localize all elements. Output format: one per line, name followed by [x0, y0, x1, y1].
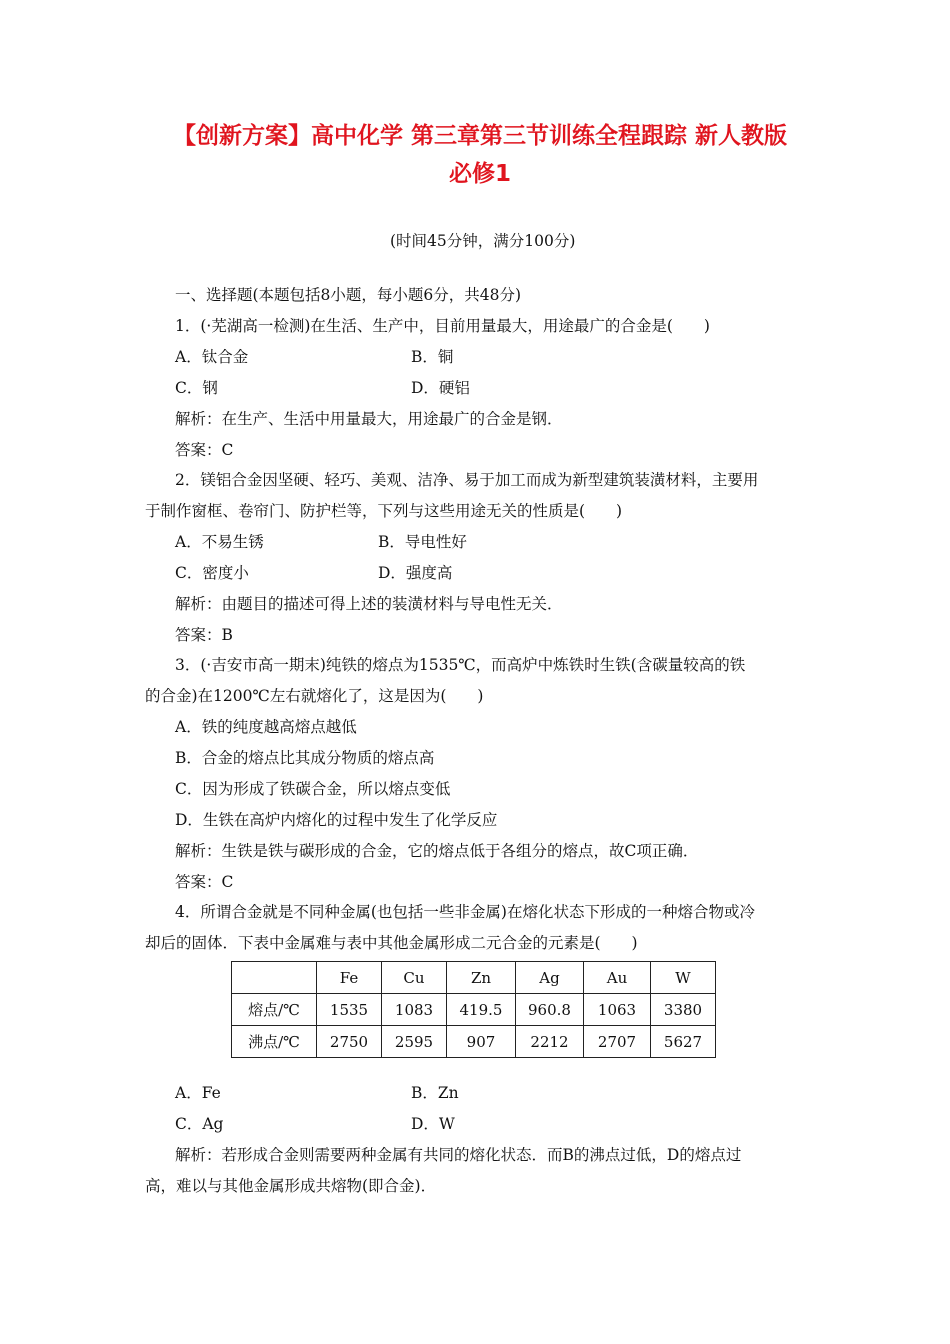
table-cell: 5627	[651, 1026, 716, 1058]
table-cell: 1063	[584, 994, 651, 1026]
q3-option-c: C．因为形成了铁碳合金，所以熔点变低	[175, 780, 451, 798]
q4-analysis-line1: 解析：若形成合金则需要两种金属有共同的熔化状态．而B的沸点过低，D的熔点过	[175, 1146, 742, 1164]
q3-analysis: 解析：生铁是铁与碳形成的合金，它的熔点低于各组分的熔点，故C项正确．	[175, 842, 699, 860]
table-cell: 2707	[584, 1026, 651, 1058]
q4-stem-line1: 4．所谓合金就是不同种金属(也包括一些非金属)在熔化状态下形成的一种熔合物或冷	[175, 903, 755, 921]
table-cell: 沸点/℃	[232, 1026, 317, 1058]
time-note: (时间45分钟，满分100分)	[390, 232, 576, 250]
q2-option-c: C．密度小	[175, 564, 249, 582]
table-cell: 907	[447, 1026, 516, 1058]
q1-option-d: D．硬铝	[411, 379, 470, 397]
table-cell: Cu	[382, 962, 447, 994]
q1-option-c: C．钢	[175, 379, 218, 397]
table-cell: 960.8	[516, 994, 584, 1026]
q1-option-a: A．钛合金	[175, 348, 249, 366]
q3-stem-line2: 的合金)在1200℃左右就熔化了，这是因为( )	[145, 687, 484, 705]
table-cell: Au	[584, 962, 651, 994]
q4-option-b: B．Zn	[411, 1084, 459, 1102]
q2-stem-line1: 2．镁铝合金因坚硬、轻巧、美观、洁净、易于加工而成为新型建筑装潢材料，主要用	[175, 471, 759, 489]
table-cell: 3380	[651, 994, 716, 1026]
table-cell: 1535	[317, 994, 382, 1026]
q2-stem-line2: 于制作窗框、卷帘门、防护栏等，下列与这些用途无关的性质是( )	[145, 502, 623, 520]
table-header-row	[232, 962, 716, 994]
q4-option-a: A．Fe	[175, 1084, 221, 1102]
q2-option-d: D．强度高	[378, 564, 453, 582]
table-cell: 熔点/℃	[232, 994, 317, 1026]
q4-analysis-line2: 高，难以与其他金属形成共熔物(即合金)．	[145, 1177, 437, 1195]
q1-analysis: 解析：在生产、生活中用量最大，用途最广的合金是钢．	[175, 410, 563, 428]
table-row	[232, 1026, 716, 1058]
table-cell: 2212	[516, 1026, 584, 1058]
section-heading: 一、选择题(本题包括8小题，每小题6分，共48分)	[175, 286, 522, 304]
table-cell: W	[651, 962, 716, 994]
table-cell: 2750	[317, 1026, 382, 1058]
doc-title-line1: 【创新方案】高中化学 第三章第三节训练全程跟踪 新人教版	[172, 123, 787, 149]
q2-option-a: A．不易生锈	[175, 533, 264, 551]
q1-option-b: B．铜	[411, 348, 454, 366]
q4-stem-line2: 却后的固体．下表中金属难与表中其他金属形成二元合金的元素是( )	[145, 934, 638, 952]
q3-option-d: D．生铁在高炉内熔化的过程中发生了化学反应	[175, 811, 498, 829]
q3-option-a: A．铁的纯度越高熔点越低	[175, 718, 357, 736]
table-cell: Fe	[317, 962, 382, 994]
table-cell: 419.5	[447, 994, 516, 1026]
doc-title-line2: 必修1	[448, 161, 511, 187]
q4-option-d: D．W	[411, 1115, 455, 1133]
q2-answer: 答案：B	[175, 626, 233, 644]
q1-stem: 1．(·芜湖高一检测)在生活、生产中，目前用量最大，用途最广的合金是( )	[175, 317, 710, 335]
q3-option-b: B．合金的熔点比其成分物质的熔点高	[175, 749, 435, 767]
q1-answer: 答案：C	[175, 441, 234, 459]
q3-answer: 答案：C	[175, 873, 234, 891]
table-cell: Zn	[447, 962, 516, 994]
table-row	[232, 994, 716, 1026]
q2-option-b: B．导电性好	[378, 533, 467, 551]
table-cell: Ag	[516, 962, 584, 994]
table-cell	[232, 962, 317, 994]
q4-option-c: C．Ag	[175, 1115, 224, 1133]
q3-stem-line1: 3．(·吉安市高一期末)纯铁的熔点为1535℃，而高炉中炼铁时生铁(含碳量较高的铁	[175, 656, 746, 674]
q2-analysis: 解析：由题目的描述可得上述的装潢材料与导电性无关．	[175, 595, 563, 613]
table-cell: 2595	[382, 1026, 447, 1058]
metal-property-table	[231, 961, 716, 1058]
table-cell: 1083	[382, 994, 447, 1026]
